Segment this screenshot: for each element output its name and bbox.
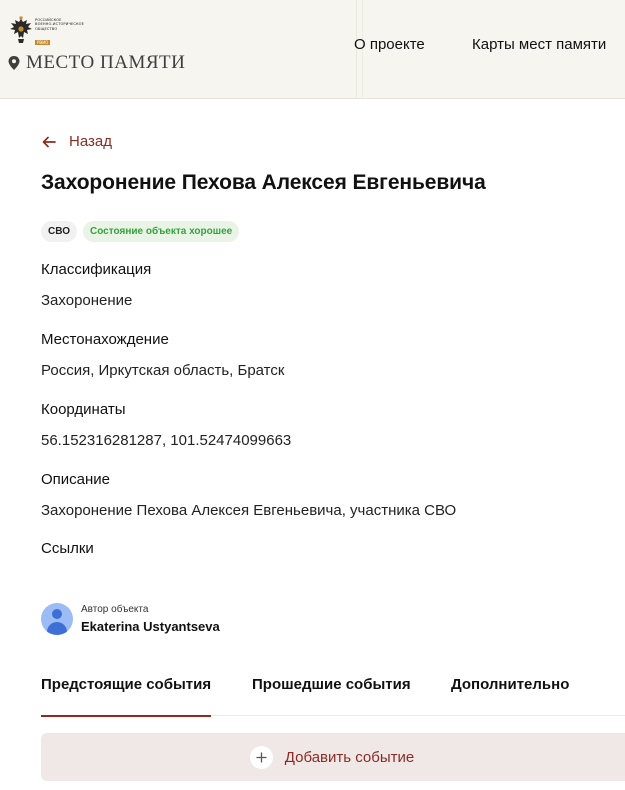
description-value: Захоронение Пехова Алексея Евгеньевича, участника СВО (41, 502, 457, 519)
organization-logo-text (35, 18, 85, 49)
description-label: Описание (41, 471, 111, 488)
tag-list (41, 221, 239, 242)
map-pin-icon (8, 56, 20, 70)
plus-icon (250, 746, 273, 769)
status-badge: Состояние объекта хорошее (83, 221, 239, 242)
location-label: Местонахождение (41, 331, 169, 348)
classification-label: Классификация (41, 261, 152, 278)
brand-name: МЕСТО ПАМЯТИ (26, 52, 186, 73)
coordinates-value: 56.152316281287, 101.52474099663 (41, 432, 292, 449)
events-tabs (41, 676, 625, 716)
back-label: Назад (69, 133, 112, 150)
tab-additional[interactable]: Дополнительно (451, 676, 570, 693)
nav-link-about[interactable]: О проекте (354, 36, 425, 53)
avatar-body (47, 622, 67, 635)
logo-line: ОБЩЕСТВО (35, 26, 58, 31)
author-info (81, 604, 220, 634)
page-title: Захоронение Пехова Алексея Евгеньевича (41, 171, 486, 194)
category-tag: СВО (41, 221, 77, 242)
logo-line: ВОЕННО-ИСТОРИЧЕСКОЕ (35, 22, 84, 27)
logo-line: РОССИЙСКОЕ (35, 18, 62, 22)
tab-past-events[interactable]: Прошедшие события (252, 676, 411, 693)
add-event-label: Добавить событие (284, 748, 415, 766)
arrow-left-icon (42, 136, 56, 148)
author-caption: Автор объекта (81, 604, 149, 615)
double-eagle-emblem-icon[interactable] (9, 16, 33, 44)
back-link[interactable] (42, 133, 112, 150)
logo-badge: РВИО (37, 40, 49, 46)
tab-upcoming-events[interactable]: Предстоящие события (41, 676, 211, 716)
add-event-button[interactable] (41, 733, 625, 781)
avatar-head (52, 609, 62, 619)
coordinates-label: Координаты (41, 401, 126, 418)
nav-link-memory-maps[interactable]: Карты мест памяти (472, 36, 607, 53)
brand-link[interactable] (8, 52, 185, 74)
links-label: Ссылки (41, 540, 94, 557)
classification-value: Захоронение (41, 292, 133, 309)
location-value: Россия, Иркутская область, Братск (41, 362, 285, 379)
author-name[interactable]: Ekaterina Ustyantseva (81, 619, 220, 634)
author-block (41, 603, 220, 635)
user-avatar-icon[interactable] (41, 603, 73, 635)
site-header (0, 0, 625, 99)
